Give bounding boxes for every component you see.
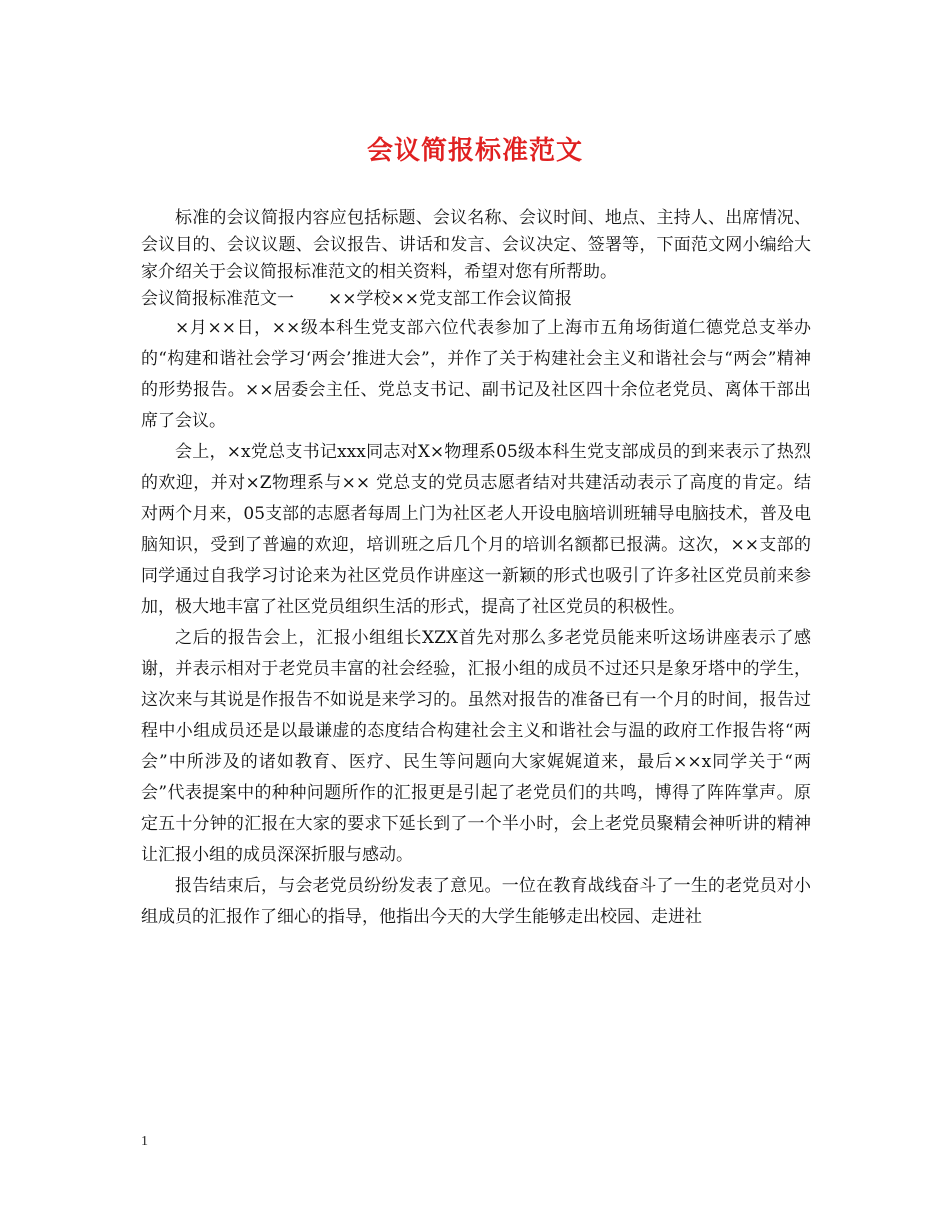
page-number: 1 (141, 1134, 148, 1149)
intro-paragraph: 标准的会议简报内容应包括标题、会议名称、会议时间、地点、主持人、出席情况、会议目的、会议议题、会议报告、讲话和发言、会议决定、签署等，下面范文网小编给大家介绍关于会议简报标准范文的相关资料，希望对您有所帮助。 (141, 208, 811, 282)
page-title: 会议简报标准范文 (366, 136, 583, 166)
document-body (141, 205, 811, 933)
body-paragraph: ×月××日，××级本科生党支部六位代表参加了上海市五角场街道仁德党总支举办的“构建和谐社会学习‘两会’推进大会”，并作了关于构建社会主义和谐社会与“两会”精神的形势报告。××居委会主任、党总支书记、副书记及社区四十余位老党员、离体干部出席了会议。 (141, 318, 811, 431)
body-paragraph: 会上，×x党总支书记xxx同志对X×物理系05级本科生党支部成员的到来表示了热烈的欢迎，并对×Z物理系与×× 党总支的党员志愿者结对共建活动表示了高度的肯定。结对两个月来，05支部的志愿者每周上门为社区老人开设电脑培训班辅导电脑技术，普及电脑知识，受到了普遍的欢迎，培训班之后几个月的培训名额都已报满。这次，××支部的同学通过自我学习讨论来为社区党员作讲座这一新颖的形式也吸引了许多社区党员前来参加，极大地丰富了社区党员组织生活的形式，提高了社区党员的积极性。 (141, 442, 811, 617)
body-paragraph: 报告结束后，与会老党员纷纷发表了意见。一位在教育战线奋斗了一生的老党员对小组成员的汇报作了细心的指导，他指出今天的大学生能够走出校园、走进社 (141, 876, 811, 927)
body-paragraph: 之后的报告会上，汇报小组组长XZX首先对那么多老党员能来听这场讲座表示了感谢，并表示相对于老党员丰富的社会经验，汇报小组的成员不过还只是象牙塔中的学生，这次来与其说是作报告不如说是来学习的。虽然对报告的准备已有一个月的时间，报告过程中小组成员还是以最谦虚的态度结合构建社会主义和谐社会与温的政府工作报告将“两会”中所涉及的诸如教育、医疗、民生等问题向大家娓娓道来，最后××x同学关于“两会”代表提案中的种种问题所作的汇报更是引起了老党员们的共鸣，博得了阵阵掌声。原定五十分钟的汇报在大家的要求下延长到了一个半小时，会上老党员聚精会神听讲的精神让汇报小组的成员深深折服与感动。 (141, 628, 811, 865)
section-heading: 会议简报标准范文一 ××学校××党支部工作会议简报 (141, 289, 572, 309)
